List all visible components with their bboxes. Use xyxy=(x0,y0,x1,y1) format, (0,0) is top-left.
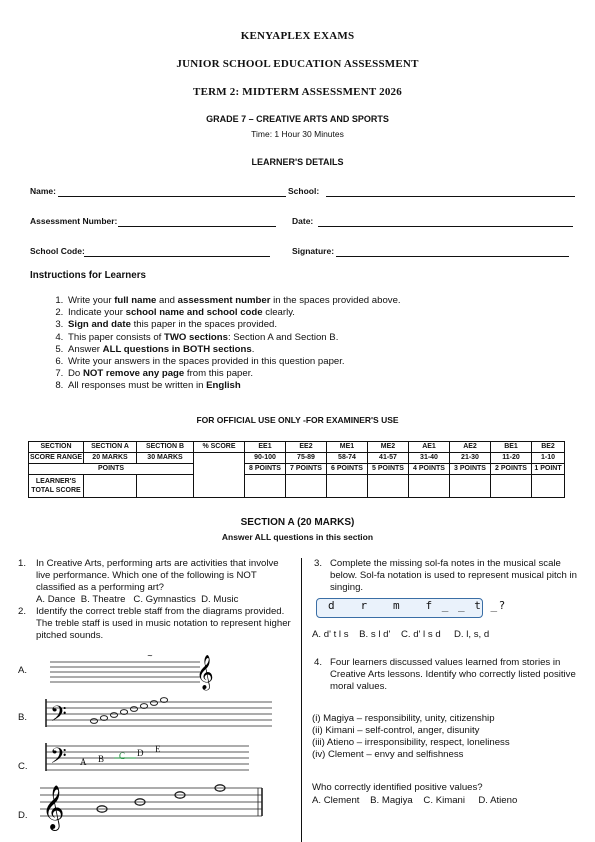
table-cell: BE1 xyxy=(491,442,532,453)
instruction-text: English xyxy=(206,380,241,392)
date-field[interactable] xyxy=(318,226,573,227)
section-a-total-cell[interactable] xyxy=(84,475,137,498)
instruction-item xyxy=(66,356,595,368)
table-cell: AE1 xyxy=(409,442,450,453)
instruction-text: This paper consists of xyxy=(68,331,164,343)
table-cell xyxy=(450,475,491,498)
signature-label: Signature: xyxy=(292,246,335,256)
instruction-text: Sign and date xyxy=(68,319,131,331)
section-b-total-cell[interactable] xyxy=(137,475,194,498)
q4-options: A. Clement B. Magiya C. Kimani D. Atieno xyxy=(312,795,518,806)
table-cell: 1-10 xyxy=(532,453,565,464)
table-cell: 31-40 xyxy=(409,453,450,464)
q2-option-a-label: A. xyxy=(18,665,28,676)
instructions-title: Instructions for Learners xyxy=(30,270,146,281)
q4-text: Four learners discussed values learned from stories in Creative Arts lessons. Identify who correctly listed positive moral values. xyxy=(330,657,576,692)
table-cell: LEARNER'S TOTAL SCORE xyxy=(29,475,84,498)
table-cell: POINTS xyxy=(29,464,194,475)
instruction-item xyxy=(66,368,595,380)
instruction-text: Answer xyxy=(68,343,103,355)
table-cell: SECTION xyxy=(29,442,84,453)
table-cell: SECTION B xyxy=(137,442,194,453)
table-cell: 41-57 xyxy=(368,453,409,464)
table-row xyxy=(29,453,565,464)
note-label: D xyxy=(137,748,144,758)
q4-item: (ii) Kimani – self-control, anger, disunity xyxy=(312,725,480,736)
instruction-text: clearly. xyxy=(262,307,295,319)
instruction-text: school name and school code xyxy=(125,307,263,319)
q2-option-c-label: C. xyxy=(18,761,28,772)
table-cell: 75-89 xyxy=(286,453,327,464)
q1-number: 1. xyxy=(18,558,27,569)
time-label: Time: 1 Hour 30 Minutes xyxy=(251,129,344,139)
q4-item: (i) Magiya – responsibility, unity, citizenship xyxy=(312,713,495,724)
instruction-item xyxy=(66,307,595,319)
table-cell: 8 POINTS xyxy=(245,464,286,475)
instruction-text: . xyxy=(251,343,255,355)
instruction-text: All responses must be written in xyxy=(68,380,207,392)
q3-options: A. d' t l s B. s l d' C. d' l s d D. l, s, d xyxy=(312,629,490,640)
instruction-item xyxy=(66,295,595,307)
table-cell xyxy=(245,475,286,498)
column-divider xyxy=(301,558,302,842)
table-cell: AE2 xyxy=(450,442,491,453)
bass-clef-icon: 𝄢 xyxy=(50,702,67,732)
q4-item: (iv) Clement – envy and selfishness xyxy=(312,749,464,760)
table-cell xyxy=(368,475,409,498)
instruction-item xyxy=(66,344,595,356)
section-a-subtitle: Answer ALL questions in this section xyxy=(221,532,374,542)
instruction-text: Write your xyxy=(68,295,115,306)
table-cell: % SCORE xyxy=(194,442,245,453)
instruction-text: NOT remove any page xyxy=(82,368,185,380)
instruction-text: this paper in the spaces provided. xyxy=(130,319,278,331)
subject-title: GRADE 7 – CREATIVE ARTS AND SPORTS xyxy=(206,114,389,124)
q4-number: 4. xyxy=(314,657,323,668)
section-a-title: SECTION A (20 MARKS) xyxy=(240,517,355,528)
q2-option-b-label: B. xyxy=(18,712,28,723)
staff-c[interactable] xyxy=(44,741,254,773)
instruction-text: ALL questions in BOTH sections xyxy=(102,343,252,355)
date-label: Date: xyxy=(292,216,314,226)
treble-clef-icon: 𝄞 xyxy=(196,655,214,690)
instruction-item xyxy=(66,332,595,344)
table-row xyxy=(29,442,565,453)
treble-clef-icon: 𝄞 xyxy=(42,785,65,829)
q1-text: In Creative Arts, performing arts are activities that involve live performance. Which one of the following is NOT classified as a performing art? xyxy=(36,558,279,593)
org-title: KENYAPLEX EXAMS xyxy=(240,30,355,42)
staff-a[interactable] xyxy=(50,652,230,690)
school-field[interactable] xyxy=(326,196,575,197)
assessment-title: JUNIOR SCHOOL EDUCATION ASSESSMENT xyxy=(176,58,419,70)
svg-text:~: ~ xyxy=(147,652,153,660)
q2-option-d-label: D. xyxy=(18,810,28,821)
table-cell: BE2 xyxy=(532,442,565,453)
table-cell: 5 POINTS xyxy=(368,464,409,475)
table-cell: 90-100 xyxy=(245,453,286,464)
school-code-label: School Code: xyxy=(30,246,85,256)
table-cell: 4 POINTS xyxy=(409,464,450,475)
table-cell xyxy=(286,475,327,498)
table-row xyxy=(29,475,565,498)
assessment-number-field[interactable] xyxy=(118,226,276,227)
school-label: School: xyxy=(288,186,320,196)
instruction-text: Do xyxy=(68,368,83,380)
q2-number: 2. xyxy=(18,606,27,617)
table-row xyxy=(29,464,565,475)
note-label: C xyxy=(119,751,126,761)
table-cell: 7 POINTS xyxy=(286,464,327,475)
table-cell: ME1 xyxy=(327,442,368,453)
table-cell: SECTION A xyxy=(84,442,137,453)
q3-number: 3. xyxy=(314,558,323,569)
instruction-item xyxy=(66,380,595,392)
staff-d[interactable] xyxy=(40,780,270,829)
table-cell: 11-20 xyxy=(491,453,532,464)
instructions-list xyxy=(30,295,595,393)
instruction-text: from this paper. xyxy=(184,368,254,380)
table-cell xyxy=(327,475,368,498)
staff-b[interactable] xyxy=(44,697,274,732)
solfa-scale: d r m f _ _ t _? xyxy=(328,599,507,612)
table-cell: 1 POINT xyxy=(532,464,565,475)
bass-clef-icon: 𝄢 xyxy=(50,744,67,774)
instruction-text: TWO sections xyxy=(163,331,228,343)
q3-text: Complete the missing sol-fa notes in the musical scale below. Sol-fa notation is used to represent musical pitch in singing. xyxy=(330,558,577,593)
note-label: E xyxy=(155,744,161,754)
table-cell: EE1 xyxy=(245,442,286,453)
table-cell: 2 POINTS xyxy=(491,464,532,475)
instruction-text: in the spaces provided above. xyxy=(270,295,401,306)
instruction-text: Indicate your xyxy=(68,307,126,319)
instruction-text: : Section A and Section B. xyxy=(227,331,339,343)
table-cell xyxy=(491,475,532,498)
percent-score-cell[interactable] xyxy=(194,453,245,498)
table-cell xyxy=(409,475,450,498)
official-use-label: FOR OFFICIAL USE ONLY -FOR EXAMINER'S USE xyxy=(196,415,399,425)
note-label: B xyxy=(98,754,105,764)
instruction-text: and xyxy=(156,295,178,306)
school-code-field[interactable] xyxy=(84,256,270,257)
instruction-text: assessment number xyxy=(177,295,271,306)
details-title: LEARNER'S DETAILS xyxy=(251,157,344,167)
note-label: A xyxy=(80,757,87,767)
instruction-text: Write your answers in the spaces provided in this question paper. xyxy=(68,356,345,368)
q2-text: Identify the correct treble staff from the diagrams provided. The treble staff is used in music notation to represent higher pitched sounds. xyxy=(36,606,291,641)
table-cell: ME2 xyxy=(368,442,409,453)
table-cell: 30 MARKS xyxy=(137,453,194,464)
score-table xyxy=(28,441,565,498)
instruction-item xyxy=(66,319,595,331)
q1-options: A. Dance B. Theatre C. Gymnastics D. Music xyxy=(36,594,239,605)
table-cell: EE2 xyxy=(286,442,327,453)
q4-item: (iii) Atieno – irresponsibility, respect, loneliness xyxy=(312,737,510,748)
term-title: TERM 2: MIDTERM ASSESSMENT 2026 xyxy=(193,86,402,98)
name-field[interactable] xyxy=(58,196,286,197)
table-cell xyxy=(532,475,565,498)
table-cell: 20 MARKS xyxy=(84,453,137,464)
table-cell: 21-30 xyxy=(450,453,491,464)
table-cell: SCORE RANGE xyxy=(29,453,84,464)
name-label: Name: xyxy=(30,186,56,196)
q4-question: Who correctly identified positive values? xyxy=(312,782,483,793)
table-cell: 6 POINTS xyxy=(327,464,368,475)
instruction-text: full name xyxy=(114,295,157,306)
signature-field[interactable] xyxy=(336,256,569,257)
assessment-number-label: Assessment Number: xyxy=(30,216,118,226)
table-cell: 58-74 xyxy=(327,453,368,464)
table-cell: 3 POINTS xyxy=(450,464,491,475)
